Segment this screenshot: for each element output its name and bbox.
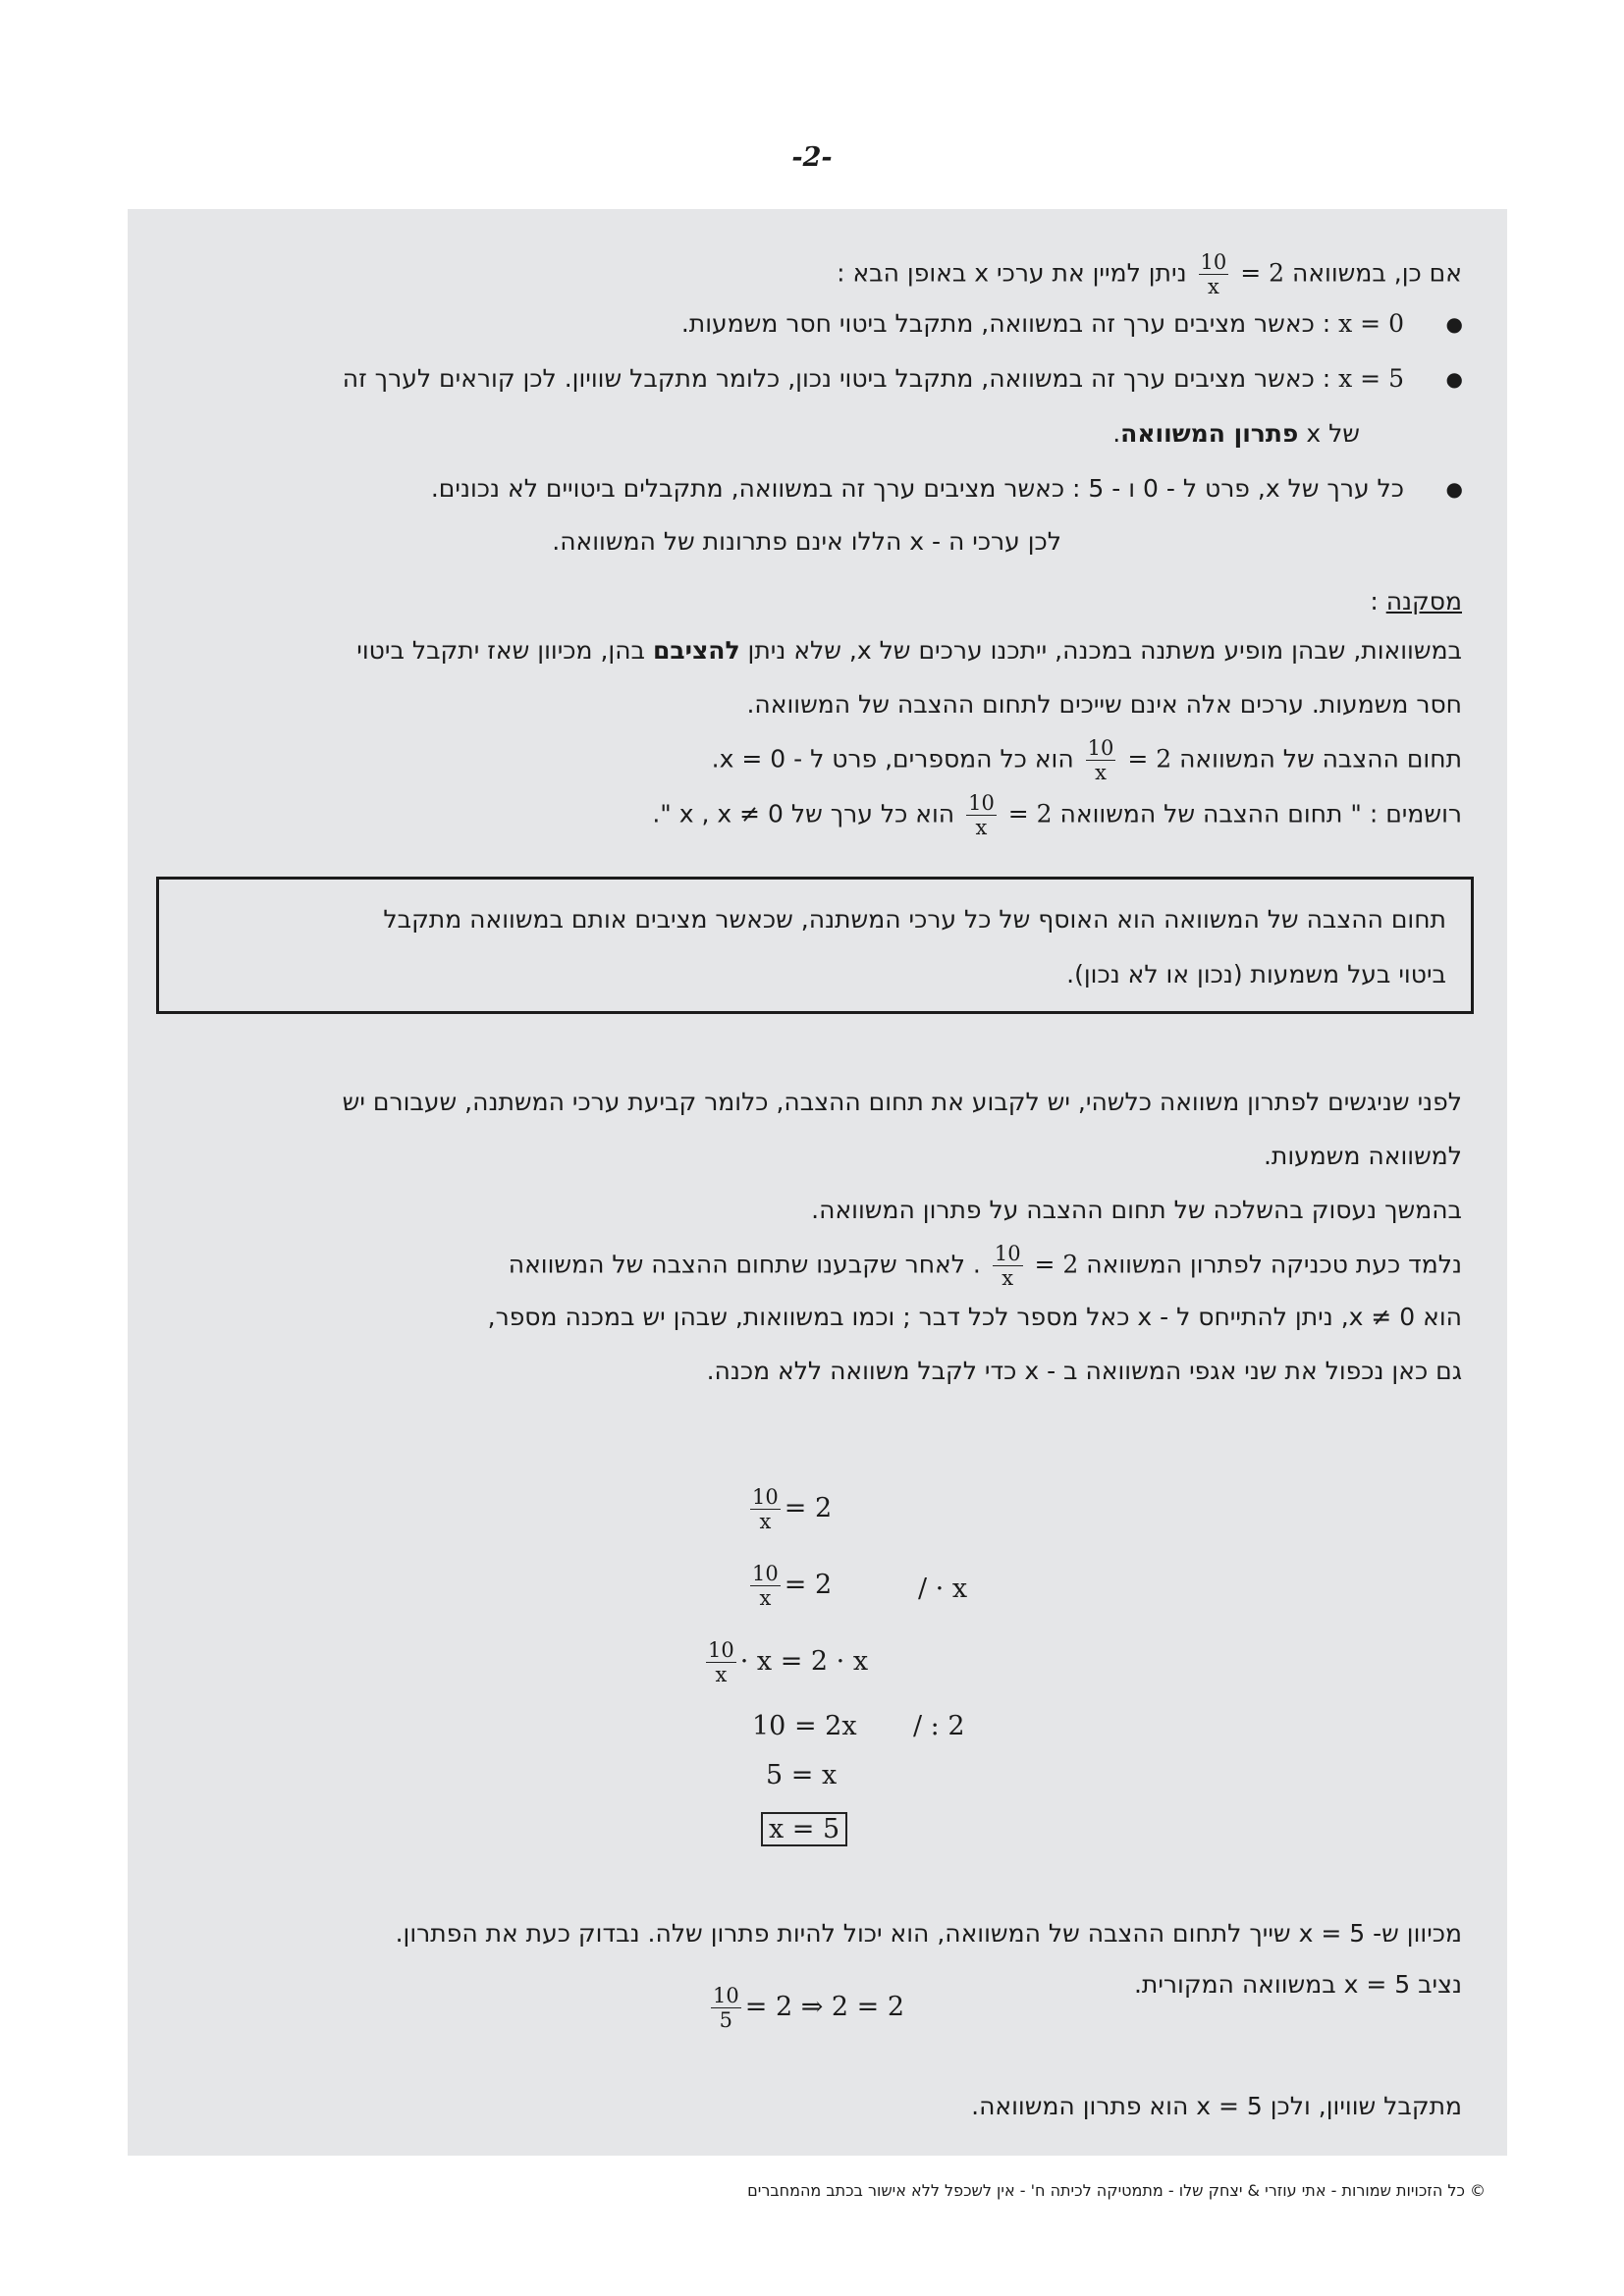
intro-fraction: $\frac{10}{x}$	[1200, 250, 1227, 298]
check-line-2: נציב x = 5 במשוואה המקורית.	[1133, 1970, 1462, 1999]
bullet-item: ● כל ערך של x, פרט ל - 0 ו - 5 : כאשר מציבים ערך זה במשוואה, מתקבלים ביטויים לא נכונים.	[431, 472, 1463, 506]
bullet-item: ● x = 0 : כאשר מציבים ערך זה במשוואה, מתקבל ביטוי חסר משמעות.	[681, 307, 1463, 341]
final-line: מתקבל שוויון, ולכן x = 5 הוא פתרון המשוואה.	[971, 2092, 1462, 2120]
intro-eq: 2 =	[1240, 258, 1285, 288]
intro-line	[837, 250, 1462, 298]
bullet-continuation: של x פתרון המשוואה.	[1112, 419, 1360, 448]
solution-term: פתרון המשוואה	[1120, 419, 1299, 448]
conclusion-line-2: חסר משמעות. ערכים אלה אינם שייכים לתחום ההצבה של המשוואה.	[746, 690, 1462, 719]
divide-operation: / : 2	[913, 1711, 965, 1741]
check-line-1: מכיוון ש- x = 5 שייך לתחום ההצבה של המשוואה, הוא יכול להיות פתרון שלה. נבדוק כעת את הפתרון.	[395, 1919, 1462, 1948]
domain-line: תחום ההצבה של המשוואה 2 = $\frac{10}{x}$ הוא כל המספרים, פרט ל - x = 0.	[711, 736, 1462, 784]
bullet-dot-icon: ●	[1445, 477, 1463, 501]
definition-box	[156, 877, 1474, 1014]
multiply-operation: / · x	[918, 1574, 968, 1604]
paragraph-line: גם כאן נכפול את שני אגפי המשוואה ב - x כדי לקבל משוואה ללא מכנה.	[706, 1357, 1462, 1385]
bullet-dot-icon: ●	[1445, 367, 1463, 391]
definition-line-1: תחום ההצבה של המשוואה הוא האוסף של כל ערכי המשתנה, שכאשר מציבים אותם במשוואה מתקבל	[383, 905, 1446, 934]
notation-line: רושמים : " תחום ההצבה של המשוואה 2 = $\frac{10}{x}$ הוא כל ערך של x , x ≠ 0 ".	[652, 791, 1462, 839]
technique-fraction: $\frac{10}{x}$	[994, 1242, 1021, 1290]
conclusion-heading: מסקנה :	[1370, 587, 1462, 615]
intro-text-b: ניתן למיין את ערכי x באופן הבא :	[837, 258, 1187, 288]
paragraph-line: לפני שניגשים לפתרון משוואה כלשהי, יש לקבוע את תחום ההצבה, כלומר קביעת ערכי המשתנה, שעבורם יש	[342, 1088, 1462, 1116]
bullet-continuation: לכן ערכי ה - x הללו אינם פתרונות של המשוואה.	[552, 527, 1061, 556]
conclusion-line-1: במשוואות, שבהן מופיע משתנה במכנה, ייתכנו ערכים של x, שלא ניתן להציבם בהן, מכיוון שאז יתקבל ביטוי	[356, 636, 1462, 665]
paragraph-line: הוא x ≠ 0, ניתן להתייחס ל - x כאל מספר לכל דבר ; וכמו במשוואות, שבהן יש במכנה מספר,	[487, 1303, 1462, 1331]
content-panel: אם כן, במשוואה 2 = $\frac{10}{x}$ ניתן למיין את ערכי x באופן הבא : ● x = 0 : כאשר מציבים ערך זה במשוואה, מתקבל ביטוי חסר משמעות. ● x = 5 : כאשר מציבים ערך זה במשוואה, מתקבל ביטוי נכון, כלומר מתקבל שוויון. לכן קוראים לערך זה של x פתרון המשוואה. ● כל ערך של x, פרט ל - 0 ו - 5 : כאשר מציבים ערך זה במשוואה, מתקבלים ביטויים לא נכונים. לכן ערכי ה - x הללו אינם פתרונות של המשוואה. מסקנה : במשוואות, שבהן מופיע משתנה במכנה, ייתכנו ערכים של x, שלא ניתן להציבם בהן, מכיוון שאז יתקבל ביטוי חסר משמעות. ערכים אלה אינם שייכים לתחום ההצבה של המשוואה. תחום ההצבה של המשוואה 2 = $\frac{10}{x}$ הוא כל המספרים, פרט ל - x = 0. רושמים : " תחום ההצבה של המשוואה 2 = $\frac{10}{x}$ הוא כל ערך של x , x ≠ 0 ". תחום ההצבה של המשוואה הוא האוסף של כל ערכי המשתנה, שכאשר מציבים אותם במשוואה מתקבל ביטוי בעל משמעות (נכון או לא נכון). לפני שניגשים לפתרון משוואה כלשהי, יש לקבוע את תחום ההצבה, כלומר קביעת ערכי המשתנה, שעבורם יש למשוואה משמעות. בהמשך נעסוק בהשלכה של תחום ההצבה על פתרון המשוואה. נלמד כעת טכניקה לפתרון המשוואה 2 = $\frac{10}{x}$ . לאחר שקבענו שתחום ההצבה של המשוואה הוא x ≠ 0, ניתן להתייחס ל - x כאל מספר לכל דבר ; וכמו במשוואות, שבהן יש במכנה מספר, גם כאן נכפול את שני אגפי המשוואה ב - x כדי לקבל משוואה ללא מכנה. $\frac{10}{x}$ = 2 $\frac{10}{x}$ = 2 / · x $\frac{10}{x}$ · x = 2 · x 10 = 2x / : 2 5 = x x = 5 מכיוון ש- x = 5 שייך לתחום ההצבה של המשוואה, הוא יכול להיות פתרון שלה. נבדוק כעת את הפתרון. נציב x = 5 במשוואה המקורית. $\frac{10}{5}$ = 2 ⇒ 2 = 2 מתקבל שוויון, ולכן x = 5 הוא פתרון המשוואה.	[128, 209, 1507, 2156]
bullet-item: ● x = 5 : כאשר מציבים ערך זה במשוואה, מתקבל ביטוי נכון, כלומר מתקבל שוויון. לכן קוראים לערך זה	[343, 362, 1463, 396]
definition-line-2: ביטוי בעל משמעות (נכון או לא נכון).	[1066, 960, 1446, 988]
page-number: -2-	[791, 142, 833, 173]
paragraph-line: בהמשך נעסוק בהשלכה של תחום ההצבה על פתרון המשוואה.	[811, 1196, 1462, 1224]
bullet-dot-icon: ●	[1445, 312, 1463, 336]
paragraph-line: למשוואה משמעות.	[1263, 1142, 1462, 1170]
paragraph-line: נלמד כעת טכניקה לפתרון המשוואה 2 = $\frac{10}{x}$ . לאחר שקבענו שתחום ההצבה של המשוואה	[508, 1242, 1462, 1290]
intro-text-a: אם כן, במשוואה	[1292, 258, 1462, 288]
copyright-footer: © כל הזכויות שמורות - אתי עוזרי & יצחק שלו - מתמטיקה לכיתה ח' - אין לשכפל ללא אישור בכתב מהמחברים	[747, 2181, 1486, 2200]
notation-fraction: $\frac{10}{x}$	[968, 791, 995, 839]
domain-fraction: $\frac{10}{x}$	[1087, 736, 1114, 784]
